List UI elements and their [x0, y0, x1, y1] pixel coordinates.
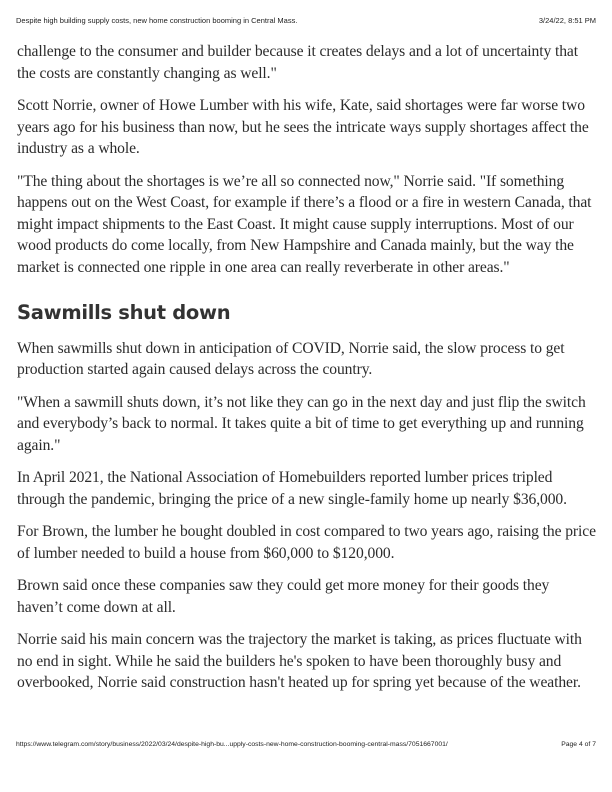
paragraph: Norrie said his main concern was the trajectory the market is taking, as prices fluctuate with no end in sight. While he said the builders he's spoken to have been thoroughly busy and overbooked, Norrie said construction hasn't heated up for spring yet because of the weather. [17, 631, 582, 691]
print-timestamp: 3/24/22, 8:51 PM [538, 16, 596, 25]
paragraph: When sawmills shut down in anticipation of COVID, Norrie said, the slow process to get production started again caused delays across the country. [17, 339, 565, 378]
paragraph: For Brown, the lumber he bought doubled in cost compared to two years ago, raising the price of lumber needed to build a house from $60,000 to $120,000. [17, 523, 596, 562]
article-body [17, 41, 597, 705]
paragraph: In April 2021, the National Association of Homebuilders reported lumber prices tripled through the pandemic, bringing the price of a new single-family home up nearly $36,000. [17, 469, 567, 508]
paragraph: Scott Norrie, owner of Howe Lumber with his wife, Kate, said shortages were far worse two years ago for his business than now, but he sees the intricate ways supply shortages affect the industry as a whole. [17, 97, 589, 157]
section-heading: Sawmills shut down [17, 301, 231, 324]
print-header [16, 16, 596, 25]
page-indicator: Page 4 of 7 [561, 741, 596, 748]
paragraph: challenge to the consumer and builder because it creates delays and a lot of uncertainty that the costs are constantly changing as well." [17, 43, 578, 82]
page-title: Despite high building supply costs, new home construction booming in Central Mass. [16, 16, 298, 25]
page-url[interactable]: https://www.telegram.com/story/business/2022/03/24/despite-high-bu...upply-costs-new-home-construction-booming-central-mass/7051667001/ [16, 741, 448, 748]
paragraph: "The thing about the shortages is we’re all so connected now," Norrie said. "If something happens out on the West Coast, for example if there’s a flood or a fire in western Canada, that might impact shipments to the East Coast. It might cause supply interruptions. Most of our wood products do come locally, from New Hampshire and Canada mainly, but the way the market is connected one ripple in one area can really reverberate in other areas." [17, 172, 592, 276]
print-footer [16, 741, 596, 748]
paragraph: "When a sawmill shuts down, it’s not like they can go in the next day and just flip the switch and everybody’s back to normal. It takes quite a bit of time to get everything up and running again." [17, 393, 586, 454]
paragraph: Brown said once these companies saw they could get more money for their goods they haven’t come down at all. [17, 577, 550, 616]
